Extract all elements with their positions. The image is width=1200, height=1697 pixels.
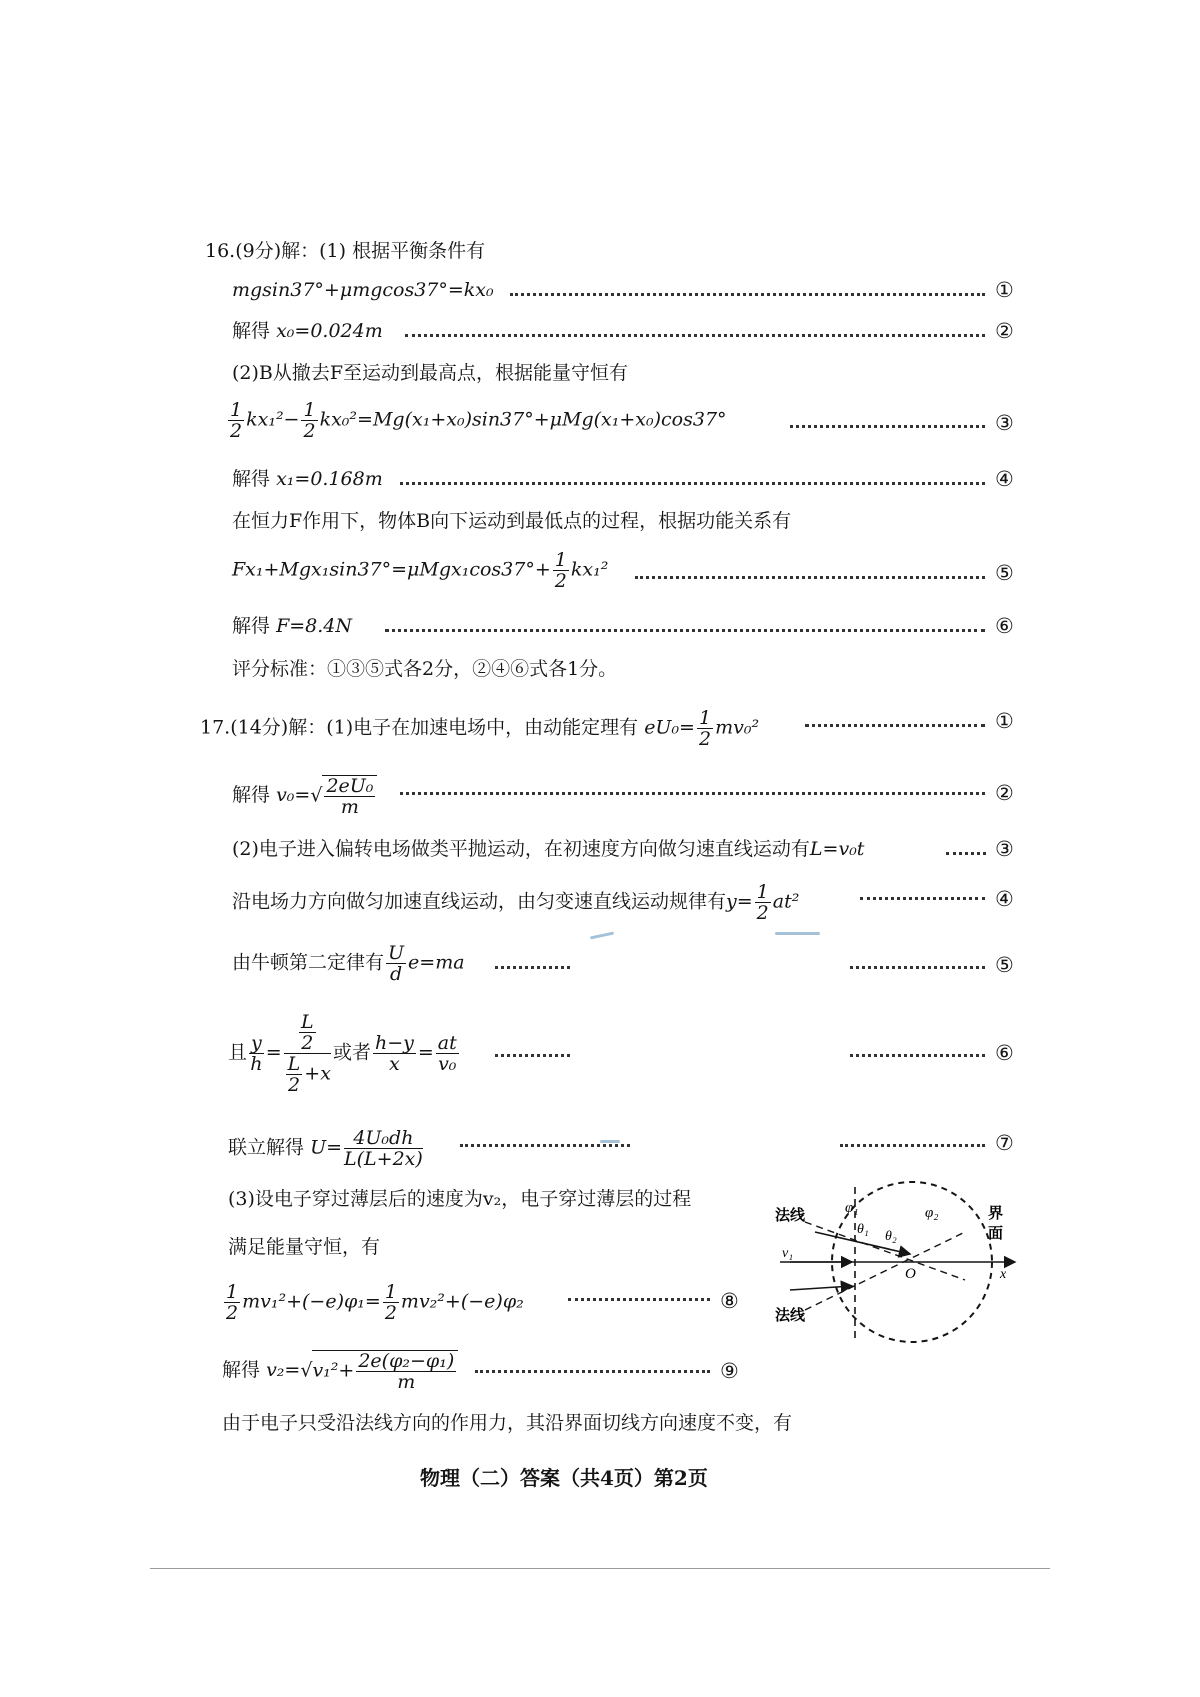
q17-equation-8: $\frac{1}{2}$ mv₁²+(−e)φ₁= $\frac{1}{2}$ mv₂²+(−e)φ₂ — [226, 1281, 524, 1324]
eq-marker-2: ② — [995, 319, 1014, 343]
lower-arrow — [790, 1286, 852, 1290]
theta2-label: θ₂ — [885, 1229, 897, 1244]
leader-dots — [405, 334, 985, 337]
page-footer: 物理（二）答案（共4页）第2页 — [420, 1466, 708, 1490]
q16-scoring: 评分标准：①③⑤式各2分，②④⑥式各1分。 — [232, 658, 618, 680]
eq-marker-1: ① — [995, 278, 1014, 302]
theta1-label: θ₁ — [857, 1222, 869, 1237]
q16-text-5: 在恒力F作用下，物体B向下运动到最低点的过程，根据功能关系有 — [232, 510, 792, 532]
q17-result-9: 解得 v₂=√v₁²+ $\frac{\text{2e(φ₂−φ₁)}}{m}$ — [222, 1350, 458, 1392]
q17-part2-text: (2)电子进入偏转电场做类平抛运动，在初速度方向做匀速直线运动有L=v₀t — [232, 838, 865, 860]
eq-marker-5: ⑤ — [995, 953, 1014, 977]
scan-smudge — [590, 932, 614, 940]
eq-marker-5: ⑤ — [995, 561, 1014, 585]
leader-dots — [850, 966, 985, 969]
bottom-rule — [150, 1568, 1050, 1569]
q17-text-7: 联立解得 U= $\frac{\text{4U₀dh}}{L(L+2x)}$ — [228, 1127, 423, 1170]
leader-dots — [860, 897, 985, 900]
eq-marker-6: ⑥ — [995, 1041, 1014, 1065]
q16-equation-1: mgsin37°+μmgcos37°=kx₀ — [232, 279, 494, 301]
eq-marker-3: ③ — [995, 837, 1014, 861]
normal-label-bottom: 法线 — [775, 1308, 806, 1324]
q16-equation-3: $\frac{1}{2}$ kx₁²− $\frac{1}{2}$ kx₀²=Mg(x₁+x₀)sin37°+μMg(x₁+x₀)cos37° — [230, 399, 727, 442]
q17-text-6: 且 $\frac{y}{h}$ = $\frac{L}{2}$ $\frac{L}{2}$ +x 或者 $\frac{h-y}{x}$ = $\frac{at}{\text{v₀}}$ — [228, 1011, 457, 1096]
eq-marker-3: ③ — [995, 411, 1014, 435]
q16-result-2: 解得 x₀=0.024m — [232, 320, 383, 342]
eq-marker-4: ④ — [995, 887, 1014, 911]
q17-last-line: 由于电子只受沿法线方向的作用力，其沿界面切线方向速度不变，有 — [222, 1412, 793, 1434]
leader-dots — [495, 1054, 570, 1057]
scan-smudge — [600, 1140, 620, 1143]
leader-dots — [840, 1144, 985, 1147]
phi2-label: φ₂ — [925, 1205, 939, 1221]
leader-dots — [400, 482, 985, 485]
leader-dots — [850, 1054, 985, 1057]
q16-result-4: 解得 x₁=0.168m — [232, 468, 383, 490]
leader-dots — [510, 293, 985, 296]
leader-dots — [946, 852, 986, 855]
leader-dots — [475, 1370, 710, 1373]
eq-marker-9: ⑨ — [720, 1359, 739, 1383]
q16-heading: 16.(9分)解：(1) 根据平衡条件有 — [205, 240, 486, 262]
q17-text-5: 由牛顿第二定律有 $\frac{U}{d}$ e=ma — [232, 942, 465, 985]
eq-marker-6: ⑥ — [995, 614, 1014, 638]
eq-marker-8: ⑧ — [720, 1289, 739, 1313]
interface-label: 界面 — [988, 1206, 1004, 1242]
leader-dots — [805, 724, 985, 727]
leader-dots — [400, 792, 985, 795]
q17-part3-line2: 满足能量守恒，有 — [228, 1236, 381, 1258]
eq-marker-2: ② — [995, 781, 1014, 805]
origin-label: O — [905, 1266, 916, 1282]
leader-dots — [635, 576, 985, 579]
eq-marker-7: ⑦ — [995, 1131, 1014, 1155]
v1-label: v₁ — [782, 1246, 794, 1261]
q17-result-2: 解得 v₀=√ $\frac{\text{2eU₀}}{m}$ — [232, 775, 377, 817]
leader-dots — [460, 1144, 630, 1147]
normal-label-top: 法线 — [775, 1208, 806, 1224]
leader-dots — [385, 629, 985, 632]
refraction-diagram — [760, 1160, 1030, 1350]
leader-dots — [495, 966, 570, 969]
leader-dots — [790, 425, 985, 428]
leader-dots — [568, 1298, 710, 1301]
eq-marker-1: ① — [995, 709, 1014, 733]
q16-result-6: 解得 F=8.4N — [232, 615, 353, 637]
q16-part2-text: (2)B从撤去F至运动到最高点，根据能量守恒有 — [232, 362, 629, 384]
phi1-label: φ₁ — [845, 1200, 859, 1216]
q17-part3-line1: (3)设电子穿过薄层后的速度为v₂，电子穿过薄层的过程 — [228, 1188, 692, 1210]
x-axis-label: x — [1000, 1267, 1007, 1282]
q17-text-4: 沿电场力方向做匀加速直线运动，由匀变速直线运动规律有y= $\frac{1}{2}$ at² — [232, 881, 800, 924]
scan-smudge — [775, 932, 820, 935]
q16-equation-5: Fx₁+Mgx₁sin37°=μMgx₁cos37°+ $\frac{1}{2}$ kx₁² — [232, 549, 609, 592]
eq-marker-4: ④ — [995, 467, 1014, 491]
q17-heading: 17.(14分)解：(1)电子在加速电场中，由动能定理有 eU₀= $\frac{1}{2}$ mv₀² — [200, 707, 760, 750]
